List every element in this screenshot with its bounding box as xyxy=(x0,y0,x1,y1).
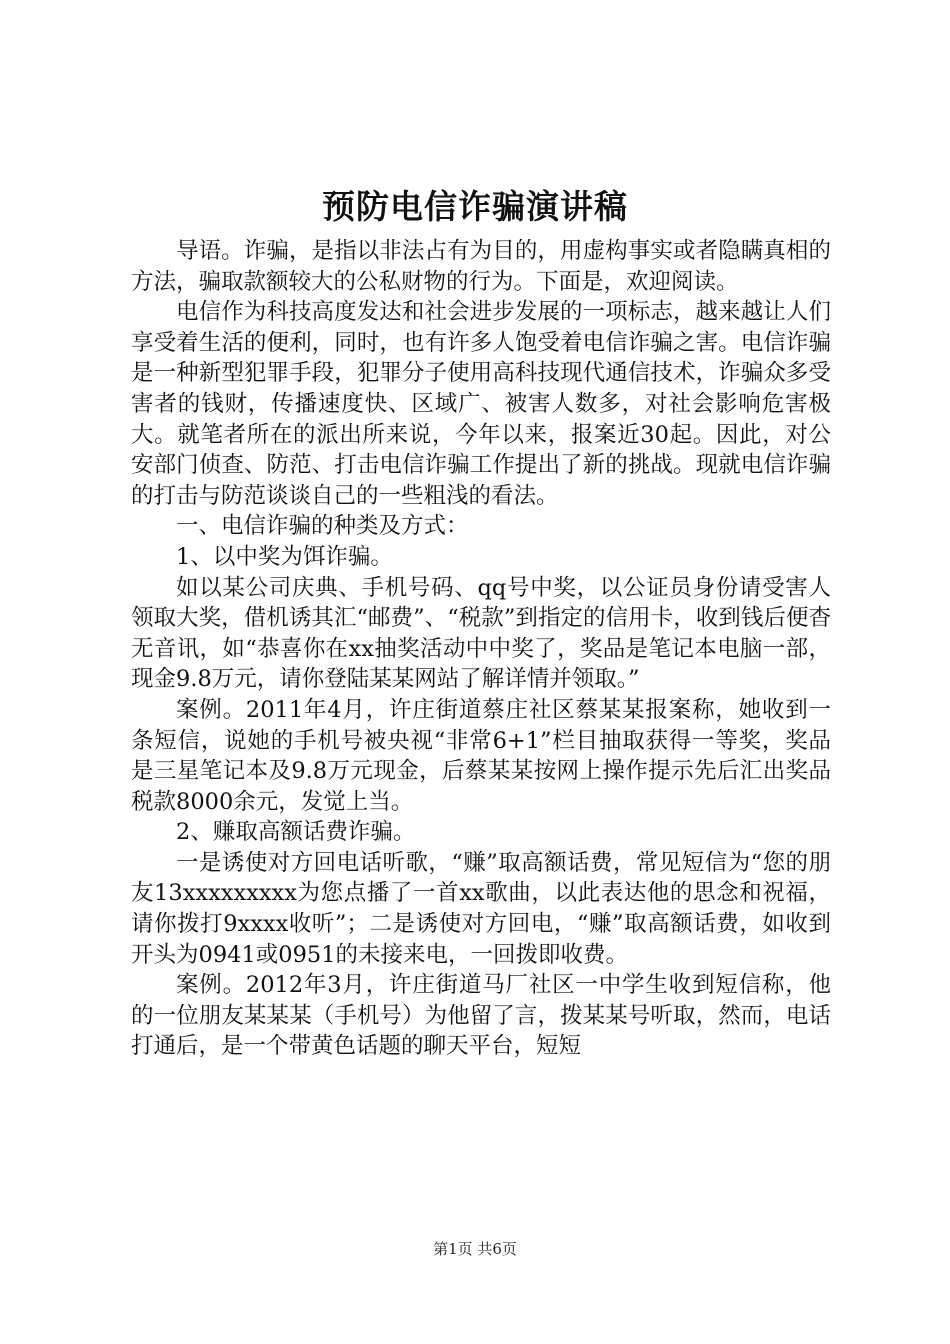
subheading-prize-fraud: 1、以中奖为饵诈骗。 xyxy=(176,543,393,570)
document-body xyxy=(131,236,831,1062)
paragraph-prize-fraud: 如以某公司庆典、手机号码、qq号中奖，以公证员身份请受害人领取大奖，借机诱其汇“邮费”、“税款”到指定的信用卡，收到钱后便杳无音讯，如“恭喜你在xx抽奖活动中中奖了，奖品是笔记本电脑一部，现金9.8万元，请你登陆某某网站了解详情并领取。” xyxy=(131,574,831,693)
paragraph-case-1: 案例。2011年4月，许庄街道蔡庄社区蔡某某报案称，她收到一条短信，说她的手机号被央视“非常6+1”栏目抽取获得一等奖，奖品是三星笔记本及9.8万元现金，后蔡某某按网上操作提示先后汇出奖品税款8000余元，发觉上当。 xyxy=(131,696,831,815)
subheading-phone-fee-fraud: 2、赚取高额话费诈骗。 xyxy=(176,819,416,846)
paragraph-intro: 导语。诈骗，是指以非法占有为目的，用虚构事实或者隐瞒真相的方法，骗取款额较大的公私财物的行为。下面是，欢迎阅读。 xyxy=(131,238,831,295)
page-footer: 第1页 共6页 xyxy=(433,1240,517,1258)
paragraph-background: 电信作为科技高度发达和社会进步发展的一项标志，越来越让人们享受着生活的便利，同时，也有许多人饱受着电信诈骗之害。电信诈骗是一种新型犯罪手段，犯罪分子使用高科技现代通信技术，诈骗众多受害者的钱财，传播速度快、区域广、被害人数多，对社会影响危害极大。就笔者所在的派出所来说，今年以来，报案近30起。因此，对公安部门侦查、防范、打击电信诈骗工作提出了新的挑战。现就电信诈骗的打击与防范谈谈自己的一些粗浅的看法。 xyxy=(131,299,831,509)
paragraph-phone-fee-fraud: 一是诱使对方回电话听歌，“赚”取高额话费，常见短信为“您的朋友13xxxxxxxxx为您点播了一首xx歌曲，以此表达他的思念和祝福，请你拨打9xxxx收听”；二是诱使对方回电，“赚”取高额话费，如收到开头为0941或0951的未接来电，一回拨即收费。 xyxy=(131,849,831,968)
section-heading-types: 一、电信诈骗的种类及方式： xyxy=(176,513,469,540)
paragraph-case-2: 案例。2012年3月，许庄街道马厂社区一中学生收到短信称，他的一位朋友某某某（手机号）为他留了言，拨某某号听取，然而，电话打通后，是一个带黄色话题的聊天平台，短短 xyxy=(131,972,831,1060)
document-title: 预防电信诈骗演讲稿 xyxy=(322,187,628,226)
